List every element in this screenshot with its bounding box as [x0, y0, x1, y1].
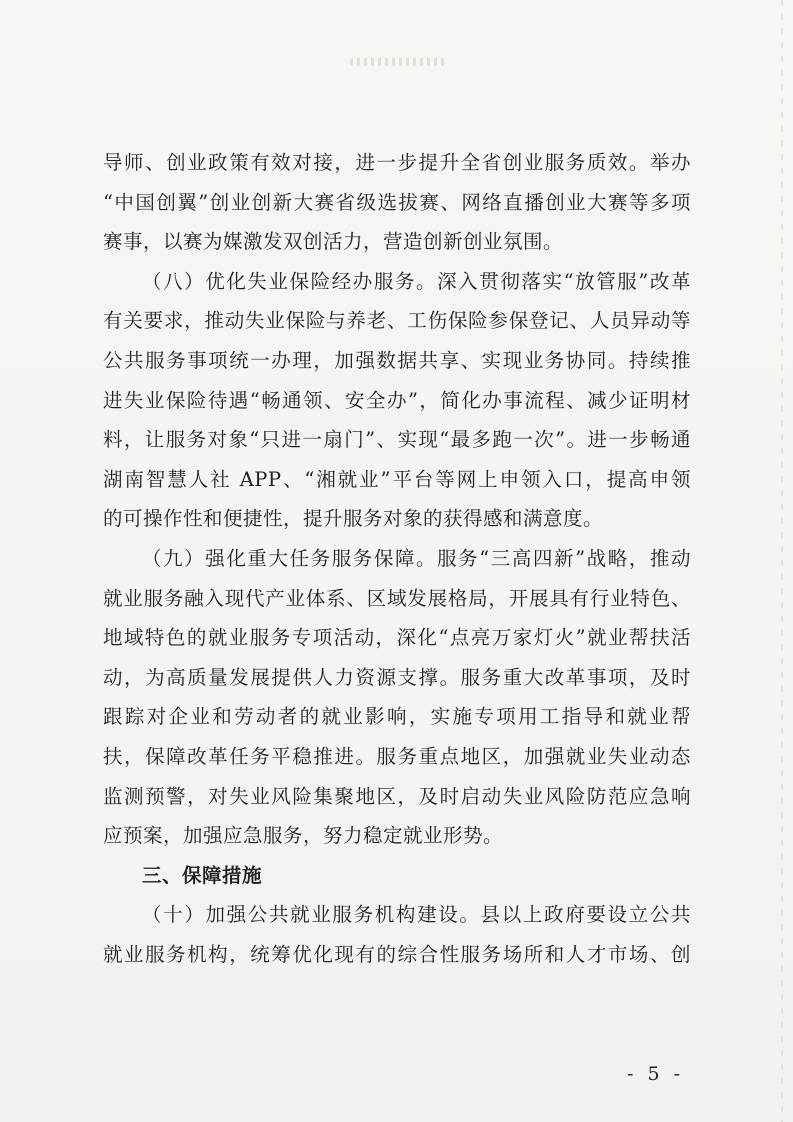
text-line: 公共服务事项统一办理，加强数据共享、实现业务协同。持续推 [103, 348, 691, 372]
text-line: 的可操作性和便捷性，提升服务对象的获得感和满意度。 [103, 507, 604, 531]
section-heading: 三、保障措施 [142, 863, 263, 887]
text-line: 就业服务融入现代产业体系、区域发展格局，开展具有行业特色、 [103, 586, 691, 610]
text-line: 导师、创业政策有效对接，进一步提升全省创业服务质效。举办 [103, 151, 691, 174]
text-line: 赛事，以赛为媒激发双创活力，营造创新创业氛围。 [103, 230, 564, 254]
text-line: （八）优化失业保险经办服务。深入贯彻落实“放管服”改革 [142, 269, 691, 293]
text-line: 湖南智慧人社 APP、“湘就业”平台等网上申领入口，提高申领 [103, 467, 691, 491]
text-line: 跟踪对企业和劳动者的就业影响，实施专项用工指导和就业帮 [103, 705, 691, 729]
text-line: “中国创翼”创业创新大赛省级选拔赛、网络直播创业大赛等多项 [103, 190, 691, 214]
text-line: 有关要求，推动失业保险与养老、工伤保险参保登记、人员异动等 [103, 309, 691, 333]
paragraph-block-tail [103, 895, 691, 974]
body-text [103, 143, 691, 974]
text-line: 监测预警，对失业风险集聚地区，及时启动失业风险防范应急响 [103, 784, 691, 808]
text-line: 动，为高质量发展提供人力资源支撑。服务重大改革事项，及时 [103, 665, 691, 689]
text-line: 应预案，加强应急服务，努力稳定就业形势。 [103, 824, 504, 848]
text-line: 料，让服务对象“只进一扇门”、实现“最多跑一次”。进一步畅通 [103, 428, 691, 452]
page-number: - 5 - [627, 1063, 685, 1085]
text-line: 扶，保障改革任务平稳推进。服务重点地区，加强就业失业动态 [103, 744, 691, 768]
text-line: 地域特色的就业服务专项活动，深化“点亮万家灯火”就业帮扶活 [103, 626, 691, 650]
scan-edge [781, 0, 783, 1122]
text-line: （十）加强公共就业服务机构建设。县以上政府要设立公共 [142, 903, 691, 927]
text-line: 就业服务机构，统筹优化现有的综合性服务场所和人才市场、创 [103, 942, 691, 966]
text-line: （九）强化重大任务服务保障。服务“三高四新”战略，推动 [142, 546, 691, 570]
paragraph-block [103, 143, 691, 856]
text-line: 进失业保险待遇“畅通领、安全办”，简化办事流程、减少证明材 [103, 388, 691, 412]
scan-artifact [350, 58, 445, 66]
